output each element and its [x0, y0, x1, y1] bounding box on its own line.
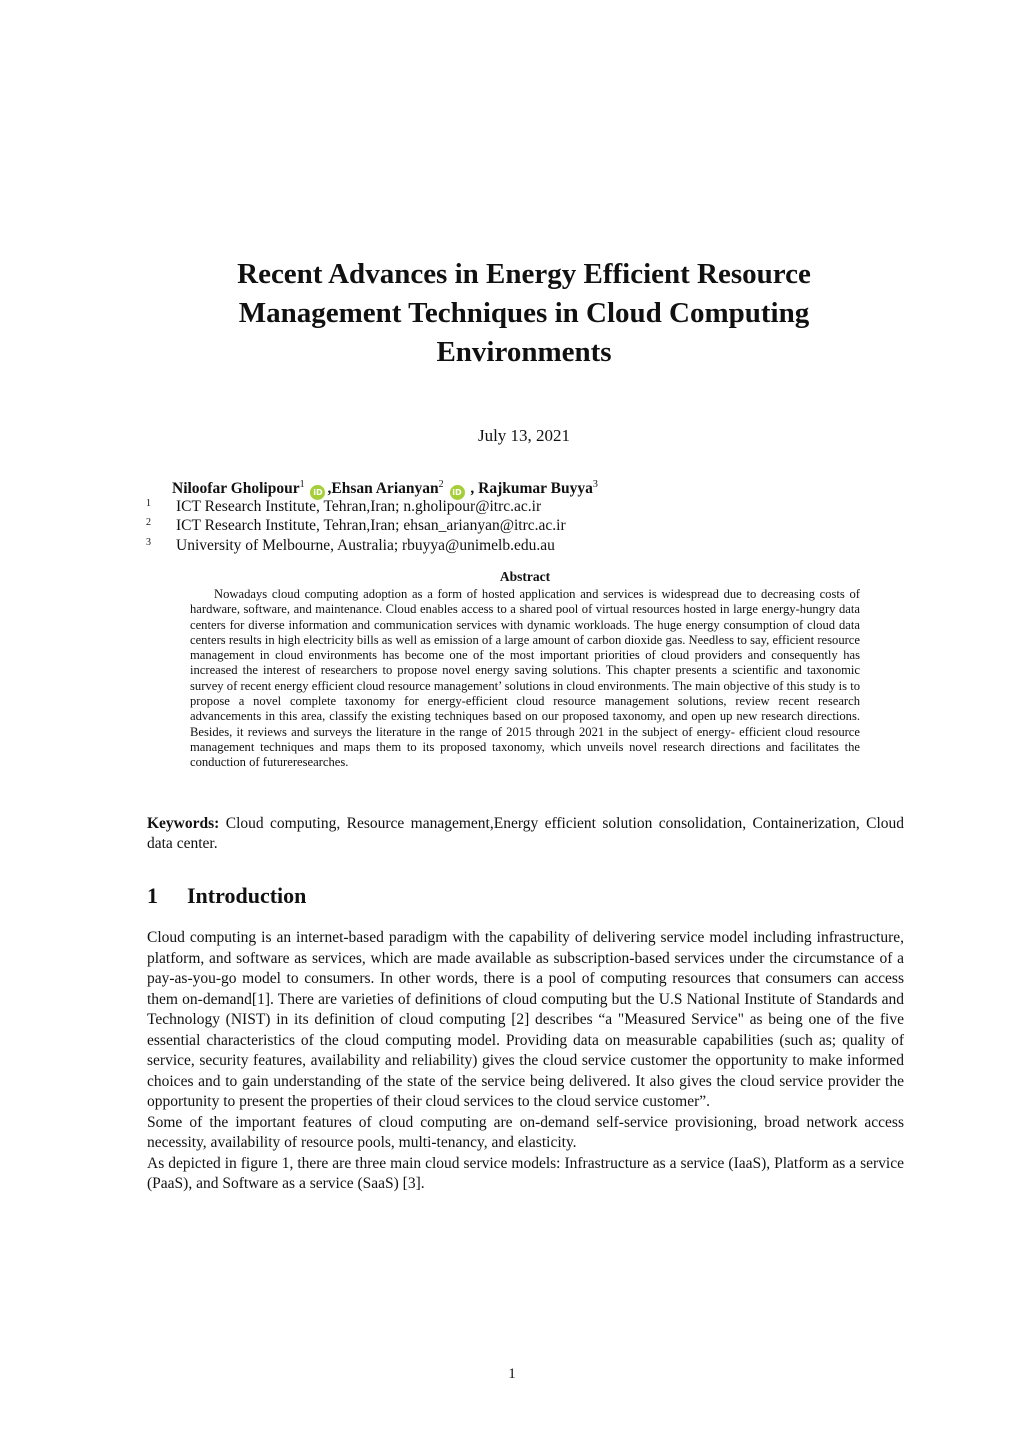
- page-number: 1: [508, 1366, 516, 1382]
- author-affiliation-marker: 2: [438, 479, 444, 490]
- affiliation-text: University of Melbourne, Australia; rbuyya@unimelb.edu.au: [176, 537, 555, 554]
- paragraph: Some of the important features of cloud computing are on-demand self-service provisioning, broad network access necessity, availability of resource pools, multi-tenancy, and elasticity.: [147, 1113, 904, 1151]
- author-name: Rajkumar Buyya: [478, 480, 593, 498]
- affiliation: [146, 537, 555, 555]
- affiliation-number: 1: [146, 498, 151, 509]
- affiliation-number: 3: [146, 537, 151, 548]
- title-line: Management Techniques in Cloud Computing: [238, 297, 810, 329]
- abstract-body: Nowadays cloud computing adoption as a form of hosted application and services is widespread due to decreasing costs of hardware, software, and maintenance. Cloud enables access to a shared pool of virtual resources hosted in large energy-hungry data centers for diverse information and communication services with dynamic workloads. The huge energy consumption of cloud data centers results in high electricity bills as well as emission of a large amount of carbon dioxide gas. Needless to say, efficient resource management in cloud environments has become one of the most important priorities of cloud providers and consequently has increased the interest of researchers to propose novel energy saving solutions. This chapter presents a scientific and taxonomic survey of recent energy efficient cloud resource management’ solutions in cloud environments. The main objective of this study is to propose a novel complete taxonomy for energy-efficient cloud resource management solutions, review recent research advancements in this area, classify the existing techniques based on our proposed taxonomy, and open up new research directions. Besides, it reviews and surveys the literature in the range of 2015 through 2021 in the subject of energy- efficient cloud resource management techniques and maps them to its proposed taxonomy, which unveils novel research directions and facilitates the conduction of futureresearches.: [190, 587, 860, 770]
- section-heading: [147, 883, 306, 909]
- affiliation-number: 2: [146, 517, 151, 528]
- paragraph: Cloud computing is an internet-based paradigm with the capability of delivering service model including infrastructure, platform, and software as services, which are made available as subscription-based services under the circumstance of a pay-as-you-go model to consumers. In other words, there is a pool of computing resources that consumers can access them on-demand[1]. There are varieties of definitions of cloud computing but the U.S National Institute of Standards and Technology (NIST) in its definition of cloud computing [2] describes “a "Measured Service" as being one of the five essential characteristics of the cloud computing model. Providing data on measurable capabilities (such as; quality of service, security features, availability and reliability) gives the cloud service customer the opportunity to make informed choices and to gain understanding of the state of the service being delivered. It also gives the cloud service provider the opportunity to present the properties of their cloud services to the cloud service customer”.: [147, 929, 904, 1110]
- paragraph: As depicted in figure 1, there are three main cloud service models: Infrastructure as a service (IaaS), Platform as a service (PaaS), and Software as a service (SaaS) [3].: [147, 1154, 904, 1192]
- orcid-icon[interactable]: iD: [450, 485, 465, 500]
- section-title: Introduction: [187, 883, 307, 908]
- affiliation: [146, 498, 541, 516]
- orcid-icon[interactable]: iD: [310, 485, 325, 500]
- section-number: 1: [147, 883, 158, 908]
- title-line: Recent Advances in Energy Efficient Resource: [237, 258, 811, 290]
- abstract-heading: Abstract: [499, 569, 551, 584]
- publication-date: July 13, 2021: [477, 426, 571, 445]
- affiliation-text: ICT Research Institute, Tehran,Iran; n.gholipour@itrc.ac.ir: [176, 498, 542, 515]
- author-affiliation-marker: 1: [299, 479, 305, 490]
- author-list: [172, 479, 598, 500]
- author-name: Ehsan Arianyan: [331, 480, 439, 498]
- title-line: Environments: [436, 336, 612, 368]
- introduction-body: [147, 928, 904, 1195]
- affiliation-text: ICT Research Institute, Tehran,Iran; ehsan_arianyan@itrc.ac.ir: [176, 517, 566, 534]
- author-separator: ,: [466, 480, 479, 498]
- author-affiliation-marker: 3: [592, 479, 598, 490]
- keywords-label: Keywords:: [147, 815, 220, 832]
- author-name: Niloofar Gholipour: [172, 480, 300, 498]
- keywords-text: Cloud computing, Resource management,Energy efficient solution consolidation, Containerization, Cloud data center.: [147, 815, 904, 852]
- keywords: [147, 814, 904, 854]
- paper-title: [150, 255, 898, 372]
- author-separator: ,: [327, 480, 332, 498]
- affiliation: [146, 517, 566, 535]
